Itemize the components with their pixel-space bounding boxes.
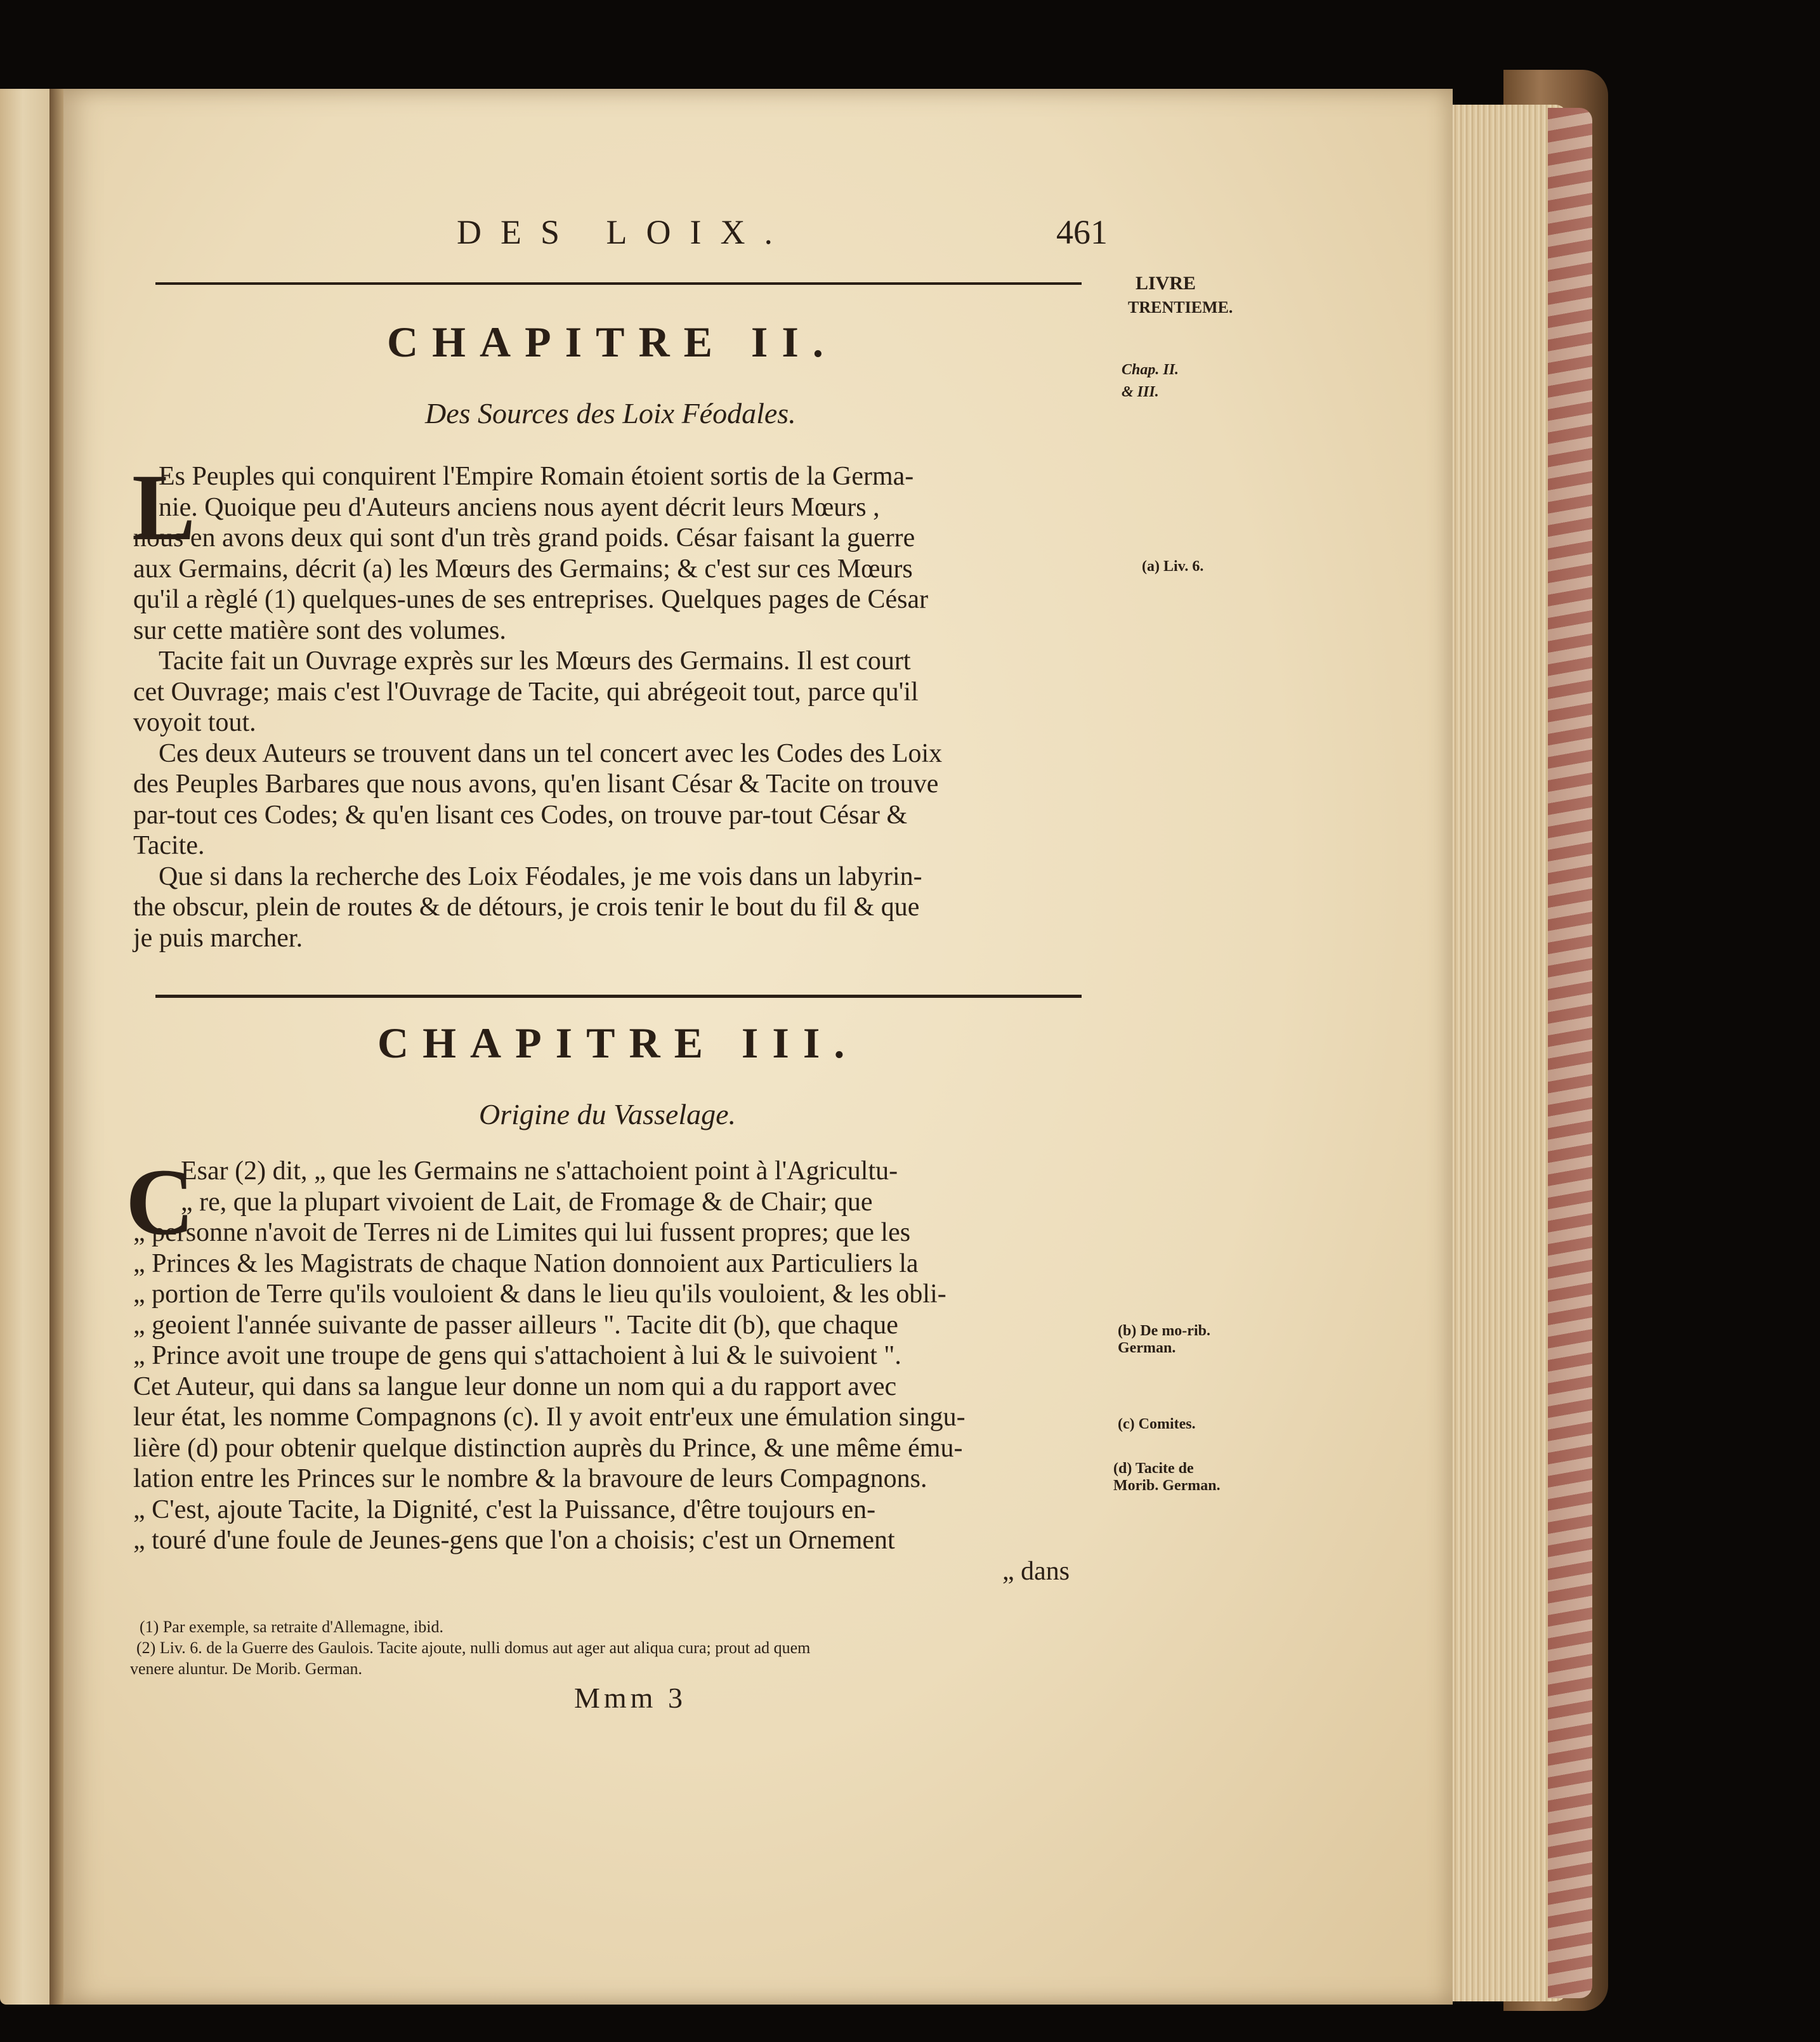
chapter-3-subtitle: Origine du Vasselage. — [479, 1098, 737, 1130]
body-line: Es Peuples qui conquirent l'Empire Romain étoient sortis de la Germa- — [159, 462, 914, 491]
chapter-separator-rule — [155, 995, 1082, 998]
body-line: „ Princes & les Magistrats de chaque Nation donnoient aux Particuliers la — [133, 1248, 919, 1278]
binding-gutter — [49, 89, 63, 2005]
chapter-2-drop-cap: L — [132, 455, 196, 560]
chapter-2-title: CHAPITRE II. — [387, 318, 837, 366]
chapter-2-subtitle: Des Sources des Loix Féodales. — [425, 397, 796, 429]
margin-chapters: Chap. II. — [1122, 362, 1179, 378]
body-line: leur état, les nomme Compagnons (c). Il y avoit entr'eux une émulation singu- — [133, 1403, 966, 1432]
head-rule — [155, 282, 1082, 285]
body-line: Esar (2) dit, „ que les Germains ne s'attachoient point à l'Agricultu- — [181, 1156, 898, 1186]
body-line: nous en avons deux qui sont d'un très grand poids. César faisant la guerre — [133, 523, 915, 553]
margin-chapters-cont: & III. — [1122, 384, 1159, 400]
previous-page-edge — [0, 89, 57, 2005]
footnote-1: (1) Par exemple, sa retraite d'Allemagne, ibid. — [140, 1618, 444, 1636]
margin-book-number: TRENTIEME. — [1128, 298, 1233, 317]
margin-note-b: (b) De mo-rib. German. — [1118, 1323, 1210, 1356]
body-line: sur cette matière sont des volumes. — [133, 615, 506, 645]
body-line: „ re, que la plupart vivoient de Lait, de Fromage & de Chair; que — [181, 1187, 873, 1217]
margin-note-a: (a) Liv. 6. — [1142, 558, 1204, 575]
body-line: „ geoient l'année suivante de passer ailleurs ". Tacite dit (b), que chaque — [133, 1310, 898, 1340]
body-line: qu'il a règlé (1) quelques-unes de ses entreprises. Quelques pages de César — [133, 585, 929, 614]
chapter-3-title: CHAPITRE III. — [377, 1019, 859, 1067]
body-line: „ dans — [1002, 1556, 1070, 1586]
body-line: je puis marcher. — [133, 923, 303, 953]
body-line: Tacite fait un Ouvrage exprès sur les Mœurs des Germains. Il est court — [159, 646, 911, 676]
body-line: Que si dans la recherche des Loix Féodales, je me vois dans un labyrin- — [159, 861, 922, 891]
signature-mark: Mmm 3 — [574, 1682, 686, 1714]
body-line: „ personne n'avoit de Terres ni de Limites qui lui fussent propres; que les — [133, 1218, 911, 1247]
body-line: cet Ouvrage; mais c'est l'Ouvrage de Tacite, qui abrégeoit tout, parce qu'il — [133, 677, 919, 707]
body-line: lation entre les Princes sur le nombre & la bravoure de leurs Compagnons. — [133, 1464, 927, 1493]
marbled-endpaper — [1548, 108, 1592, 1998]
body-line: aux Germains, décrit (a) les Mœurs des Germains; & c'est sur ces Mœurs — [133, 554, 913, 584]
body-line: the obscur, plein de routes & de détours, je crois tenir le bout du fil & que — [133, 893, 920, 922]
margin-note-c: (c) Comites. — [1118, 1416, 1196, 1432]
body-line: Tacite. — [133, 831, 205, 860]
page-number: 461 — [1056, 213, 1108, 251]
body-line: „ touré d'une foule de Jeunes-gens que l'on a choisis; c'est un Ornement — [133, 1526, 895, 1555]
margin-note-d: (d) Tacite de Morib. German. — [1113, 1460, 1221, 1494]
body-line: voyoit tout. — [133, 708, 256, 737]
body-line: „ C'est, ajoute Tacite, la Dignité, c'est la Puissance, d'être toujours en- — [133, 1495, 876, 1524]
margin-book-label: LIVRE — [1136, 273, 1196, 294]
body-line: „ portion de Terre qu'ils vouloient & dans le lieu qu'ils vouloient, & les obli- — [133, 1280, 946, 1309]
chapter-3-drop-cap: C — [126, 1149, 195, 1255]
body-line: par-tout ces Codes; & qu'en lisant ces Codes, on trouve par-tout César & — [133, 800, 908, 830]
body-line: Ces deux Auteurs se trouvent dans un tel concert avec les Codes des Loix — [159, 738, 943, 768]
footnote-2-cont: venere aluntur. De Morib. German. — [130, 1659, 363, 1678]
body-line: des Peuples Barbares que nous avons, qu'en lisant César & Tacite on trouve — [133, 769, 939, 799]
body-line: „ Prince avoit une troupe de gens qui s'attachoient à lui & le suivoient ". — [133, 1341, 901, 1370]
body-line: nie. Quoique peu d'Auteurs anciens nous ayent décrit leurs Mœurs , — [159, 492, 880, 522]
running-head: DES LOIX. — [457, 213, 792, 251]
footnote-2: (2) Liv. 6. de la Guerre des Gaulois. Tacite ajoute, nulli domus aut ager aut aliqua cura; prout ad quem — [136, 1639, 811, 1657]
body-line: Cet Auteur, qui dans sa langue leur donne un nom qui a du rapport avec — [133, 1371, 897, 1401]
body-line: lière (d) pour obtenir quelque distinction auprès du Prince, & une même ému- — [133, 1433, 963, 1463]
